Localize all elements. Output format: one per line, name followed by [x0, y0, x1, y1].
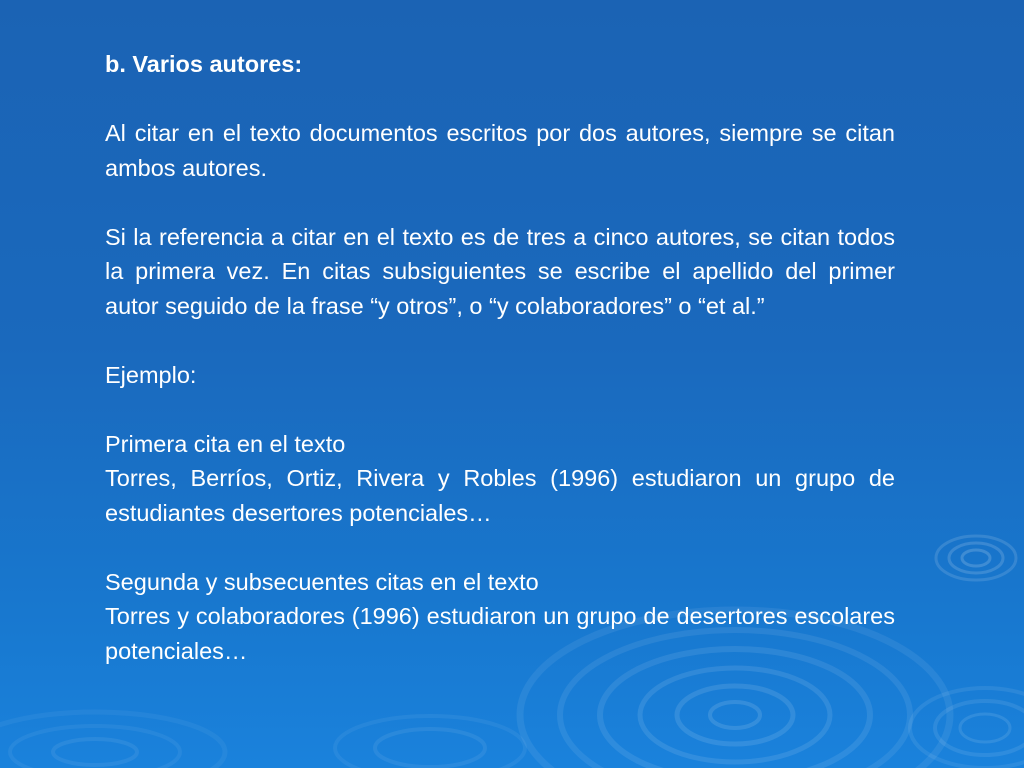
paragraph-three-to-five-authors: Si la referencia a citar en el texto es de tres a cinco autores, se citan todos la primera vez. En citas subsiguientes se escribe el apellido del primer autor seguido de la frase “y otros”, o “y colaboradores” o “et al.” [105, 223, 895, 319]
subsequent-citation-block [105, 565, 895, 669]
example-label: Ejemplo: [105, 361, 197, 388]
paragraph-two-authors: Al citar en el texto documentos escritos por dos autores, siempre se citan ambos autores. [105, 120, 895, 181]
first-citation-block [105, 427, 895, 531]
subsequent-citation-heading: Segunda y subsecuentes citas en el texto [105, 568, 539, 595]
first-citation-heading: Primera cita en el texto [105, 430, 346, 457]
subsequent-citation-example: Torres y colaboradores (1996) estudiaron un grupo de desertores escolares potenciales… [105, 603, 895, 664]
first-citation-example: Torres, Berríos, Ortiz, Rivera y Robles (1996) estudiaron un grupo de estudiantes desertores potenciales… [105, 465, 895, 526]
slide-body [105, 47, 895, 668]
slide-title: b. Varios autores: [105, 51, 303, 77]
